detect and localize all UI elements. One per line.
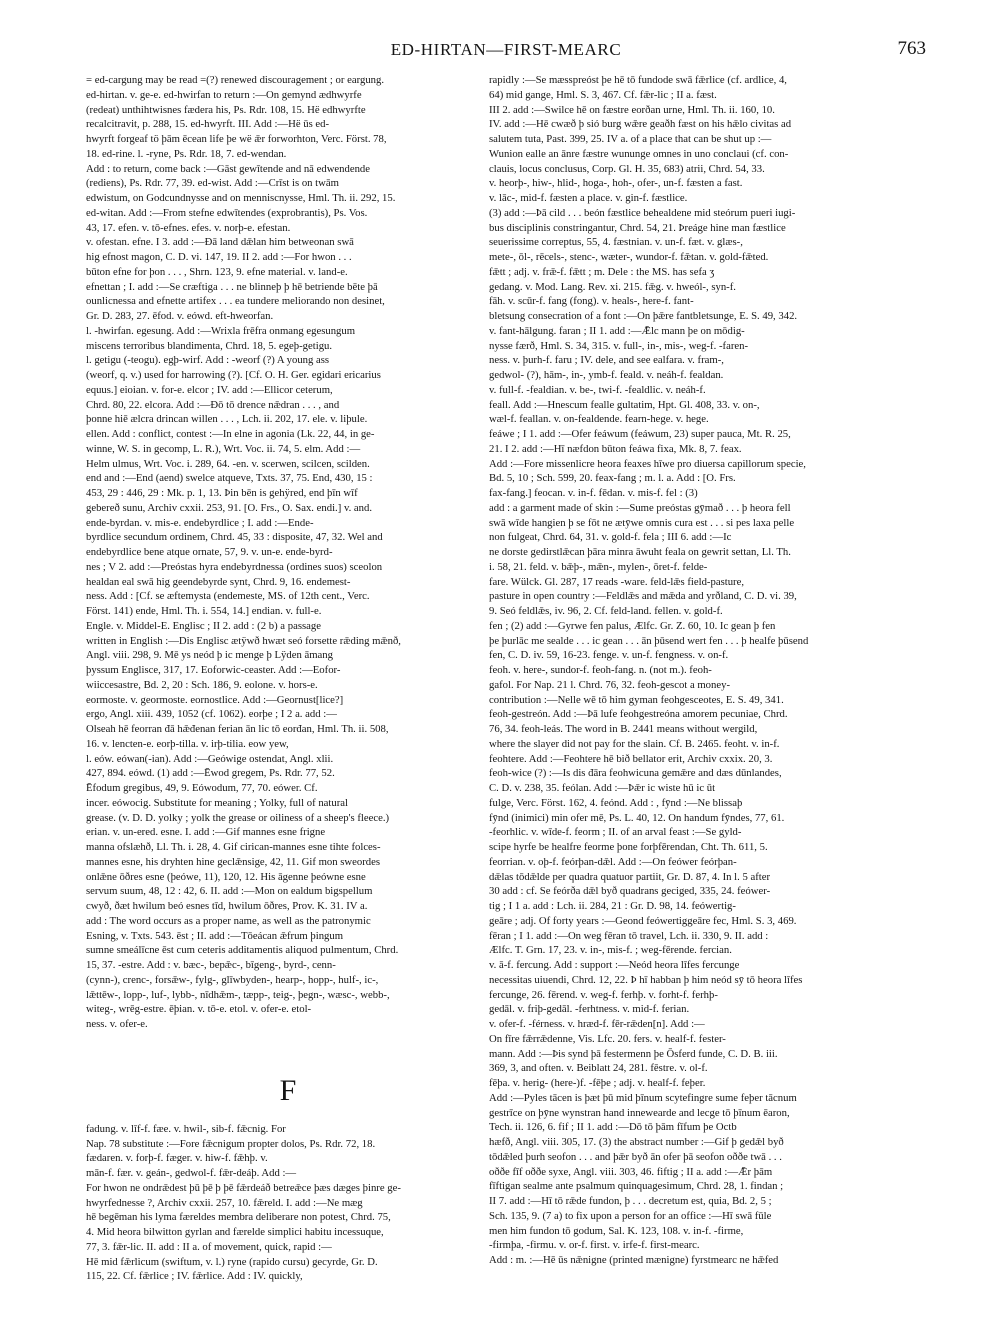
text-line: ne dorste gedirstlǣcan þāra minra āwuht feala on gewrit settan, Ll. Th.: [489, 546, 791, 558]
text-line: Wunion ealle an ānre fæstre wununge omnes in uno conclaui (cf. con-: [489, 147, 789, 160]
text-line: Hē mid fǣrlicum (swiftum, v. l.) ryne (rapido cursu) gecyrde, Gr. D.: [86, 1255, 378, 1268]
text-line: feall. Add :—Hnescum fealle gultatim, Hpt. Gl. 408, 33. v. on-,: [489, 398, 760, 411]
text-line: þonne hiē ælcra drincan willen . . . , Lch. ii. 202, 17. ele. v. liþule.: [86, 413, 368, 426]
text-line: efnettan ; I. add :—Se cræftiga . . . ne blinneþ þ hē betriende bēte þā: [86, 280, 378, 293]
text-line: add : The word occurs as a proper name, as well as the patronymic: [86, 914, 371, 927]
text-line: ness. v. þurh-f. faru ; IV. dele, and see ealfara. v. fram-,: [489, 354, 724, 367]
text-line: mete-, ōl-, rēcels-, stenc-, wæter-, wundor-f. fǣtan. v. gold-fǣted.: [489, 251, 769, 263]
text-line: i. 58, 21. feld. v. bǣþ-, mǣn-, mylen-, ōret-f. felde-: [489, 560, 708, 573]
text-line: feoh. v. here-, sundor-f. feoh-fang. n. (not m.). feoh-: [489, 664, 712, 676]
text-line: hwyrfednesse ?, Archiv cxxii. 257, 10. fǣreld. I. add :—Ne mæg: [86, 1196, 363, 1209]
text-line: hē begēman his lyma færeldes membra deliberare non potest, Chrd. 75,: [86, 1211, 391, 1224]
text-line: Helm ulmus, Wrt. Voc. i. 289, 64. -en. v. scerwen, scilcen, scilden.: [86, 457, 370, 470]
text-line: gafol. For Nap. 21 l. Chrd. 76, 32. feoh-gescot a money-: [489, 678, 731, 691]
text-line: 9. Seó feldlǣs, iv. 96, 2. Cf. feld-land. fellen. v. gold-f.: [489, 605, 723, 617]
text-line: mannes esne, his dryhten hine geclǣnsige, 42, 11. Gif mon sweordes: [86, 855, 381, 868]
text-line: ed-witan. Add :—From stefne edwītendes (exprobrantis), Ps. Vos.: [86, 206, 368, 219]
text-line: ed-hirtan. v. ge-e. ed-hwirfan to return :—On gemynd ædhwyrfe: [86, 88, 362, 101]
text-line: mān-f. fær. v. geán-, gedwol-f. fǣr-deáþ. Add :—: [86, 1167, 297, 1179]
text-line: 4. Mid heora bilwitton gyrlan and færelde simplici habitu incessuque,: [86, 1226, 384, 1238]
text-line: Angl. viii. 298, 9. Mē ys neód þ ic menge þ Lÿden āmang: [86, 649, 333, 662]
text-line: gedang. v. Mod. Lang. Rev. xi. 215. fǣg. v. hweól-, syn-f.: [489, 280, 736, 293]
text-line: 15, 37. -estre. Add : v. bæc-, bepǣc-, bīgeng-, byrd-, cenn-: [86, 959, 336, 971]
text-line: -firmþa, -firmu. v. or-f. first. v. irfe-f. first-mearc.: [489, 1239, 700, 1252]
text-line: 427, 894. eówd. (1) add :—Ēwod gregem, Ps. Rdr. 77, 52.: [86, 767, 335, 780]
text-line: v. ofestan. efne. I 3. add :—Đā land dǣlan him betweonan swā: [86, 236, 354, 249]
text-line: geāre ; adj. Of forty years :—Geond feówertiggeāre fec, Hml. S. 3, 469.: [489, 914, 797, 927]
section-gap: [86, 1032, 490, 1046]
text-line: wæl-f. feallan. v. on-fealdende. fearn-hege. v. hege.: [489, 413, 709, 426]
text-line: feoh-gestreón. Add :—Þā lufe feohgestreóna amorem pecuniae, Chrd.: [489, 708, 788, 721]
text-line: v. full-f. -fealdian. v. be-, twi-f. -fealdlic. v. neáh-f.: [489, 383, 706, 396]
text-line: hæfð, Angl. viii. 305, 17. (3) the abstract number :—Gif þ gedǣl byð: [489, 1136, 784, 1148]
text-line: 453, 29 : 446, 29 : Mk. p. 1, 13. Þin bēn is gehÿred, end þīn wīf: [86, 487, 358, 499]
text-line: witeg-, wrēg-estre. ēþian. v. tō-e. etol. v. ofer-e. etol-: [86, 1003, 312, 1016]
text-line: feoh-wice (?) :—Is dis đāra feohwicuna gemǣre and dæs dūnlandes,: [489, 767, 782, 780]
page-number: 763: [897, 38, 926, 59]
text-line: seuerissime correptus, 55, 4. fæstnian. v. un-f. fæt. v. glæs-,: [489, 236, 743, 249]
text-line: written in English :—Dis Englisc ætÿwð hwæt seó forsette rǣding mǣnð,: [86, 634, 401, 647]
text-line: Ælfc. T. Grn. 17, 23. v. in-, mis-f. ; weg-fērende. fercian.: [489, 944, 732, 957]
text-line: fadung. v. līf-f. fæe. v. hwil-, sib-f. fǣcnig. For: [86, 1122, 286, 1135]
text-line: 43, 17. efen. v. tō-efnes. efes. v. norþ-e. efestan.: [86, 221, 291, 234]
text-line: ness. v. ofer-e.: [86, 1018, 148, 1030]
text-line: tig ; I 1 a. add : Lch. ii. 284, 21 : Gr. D. 98, 14. feówertig-: [489, 900, 736, 912]
text-line: contribution :—Nelle wē tō him gyman feohgesceotes, E. S. 49, 341.: [489, 693, 784, 706]
left-column: [86, 73, 490, 1298]
text-line: 369, 3, and often. v. Beiblatt 24, 281. fēstre. v. ol-f.: [489, 1062, 708, 1075]
text-line: recalcitravit, p. 288, 15. ed-hwyrft. III. Add :—Hë ūs ed-: [86, 118, 330, 131]
text-line: (rediens), Ps. Rdr. 77, 39. ed-wist. Add :—Crīst is on twām: [86, 177, 339, 190]
text-line: būton efne for þon . . . , Shrn. 123, 9. efne material. v. land-e.: [86, 265, 348, 278]
text-line: þyssum Englisce, 317, 17. Eoforwic-ceaster. Add :—Eofor-: [86, 664, 341, 676]
text-line: wiiccesastre, Bd. 2, 20 : Sch. 186, 9. eolone. v. hors-e.: [86, 678, 318, 691]
text-line: incer. eówocig. Substitute for meaning ; Yolky, full of natural: [86, 796, 348, 809]
text-line: Esning, v. Txts. 543. ēst ; II. add :—Tōeácan ǣfrum þingum: [86, 929, 344, 942]
text-line: necessitas uiuendi, Chrd. 12, 22. Þ hī habban þ him neód sȳ tō heora līfes: [489, 973, 803, 986]
text-line: healdan eal swā hig geendebyrde synt, Chrd. 9, 16. endemest-: [86, 575, 351, 588]
text-line: l. getigu (-teogu). egþ-wirf. Add : -weorf (?) A young ass: [86, 354, 330, 367]
text-line: erian. v. un-ered. esne. I. add :—Gif mannes esne frigne: [86, 826, 326, 839]
text-line: fǣtt ; adj. v. frǣ-f. fǣtt ; m. Dele : the MS. has sefa ʒ: [489, 265, 715, 278]
text-line: 76, 34. feoh-leás. The word in B. 2441 means without wergild,: [489, 723, 758, 735]
text-line: Gr. D. 283, 27. ēfod. v. eówd. eft-hweorfan.: [86, 310, 274, 322]
text-line: Olseah hē feorran đā hǣđenan ferian ān lic tō eorđan, Hml. Th. ii. 508,: [86, 723, 389, 735]
text-line: Add :—Fore missenlicre heora feaxes hīwe pro diuersa capillorum specie,: [489, 457, 806, 470]
text-line: III 2. add :—Swilce hē on fæstre eorðan urne, Hml. Th. ii. 160, 10.: [489, 103, 775, 116]
text-line: Sch. 135, 9. (7 a) to fix upon a person for an office :—Hī swā fūle: [489, 1209, 772, 1222]
text-line: ness. Add : [Cf. se æftemysta (endemeste, MS. of 12th cent., Verc.: [86, 590, 370, 603]
text-line: rapidly :—Se mæsspreóst þe hē tō fundode swā fǣrlice (cf. ardlice, 4,: [489, 74, 787, 86]
text-line: fen, C. D. iv. 59, 16-23. fenge. v. un-f. fengness. v. on-f.: [489, 649, 729, 662]
text-line: ellen. Add : conflict, contest :—In elne in agonia (Lk. 22, 44, in ge-: [86, 428, 375, 440]
text-line: salutem tuta, Past. 399, 25. IV a. of a place that can be shut up :—: [489, 133, 772, 145]
text-line: hig efnost magon, C. D. vi. 147, 19. II 2. add :—For hwon . . .: [86, 251, 352, 263]
text-line: feorrian. v. oþ-f. feórþan-dǣl. Add :—On feówer feórþan-: [489, 855, 737, 868]
text-line: non fulgeat, Chrd. 64, 31. v. gold-f. fela ; III 6. add :—Ic: [489, 531, 732, 544]
text-line: ergo, Angl. xiii. 439, 1052 (cf. 1062). eorþe ; I 2 a. add :—: [86, 708, 337, 721]
text-line: men him fundon tō godum, Sal. K. 123, 108. v. in-f. -firme,: [489, 1224, 744, 1237]
text-line: fīftigan sealme ante psalmum quinquagesimum, Chrd. 28, 1. findan ;: [489, 1180, 784, 1193]
text-line: cwyð, ðæt hwilum beó esnes tīd, hwilum ōðres, Prov. K. 31. IV a.: [86, 900, 368, 912]
text-line: (redeat) unthihtwisnes fædera his, Ps. Rdr. 108, 15. Hë edhwyrfte: [86, 103, 366, 116]
text-line: l. -hwirfan. egesung. Add :—Wrixla frēfra onmang egesungum: [86, 324, 356, 337]
text-line: gedwol- (?), hām-, in-, ymb-f. feald. v. neáh-f. fealdan.: [489, 369, 724, 381]
text-line: add : a garment made of skin :—Sume preóstas gȳmað . . . þ heora fell: [489, 501, 791, 514]
text-line: Chrd. 80, 22. elcora. Add :—Đō tō drence nǣdran . . . , and: [86, 398, 340, 411]
text-line: feáwe ; I 1. add :—Ofer feáwum (feáwum, 23) super pauca, Mt. R. 25,: [489, 428, 791, 440]
text-line: fāh. v. scūr-f. fang (fong). v. heals-, here-f. fant-: [489, 295, 694, 308]
text-line: v. ofer-f. -férness. v. hræd-f. fēr-rǣden[n]. Add :—: [489, 1018, 705, 1030]
text-line: Engle. v. Middel-E. Englisc ; II 2. add : (2 b) a passage: [86, 619, 321, 632]
text-line: where the slayer did not pay for the slain. Cf. B. 2465. feoht. v. in-f.: [489, 737, 780, 750]
text-line: fēran ; I 1. add :—On weg fēran tō travel, Lch. ii. 330, 9. II. add :: [489, 929, 769, 942]
text-line: -feorhlic. v. wīde-f. feorm ; II. of an arval feast :—Se gyld-: [489, 826, 742, 839]
text-line: fēþa. v. herig- (here-)f. -fēþe ; adj. v. healf-f. feþer.: [489, 1077, 706, 1089]
text-line: ounlicnessa and efnette artifex . . . ea tundere meliorando non desinet,: [86, 295, 385, 308]
text-line: Ēfodum gregibus, 49, 9. Eówodum, 77, 70. eówer. Cf.: [86, 782, 318, 794]
text-line: dǣlas tōdǣlde per quadra quatuor partiit, Gr. D. 87, 4. In l. 5 after: [489, 870, 771, 883]
text-line: Add :—Pyles tācen is þæt þū mid þīnum scytefingre sume feþer tācnum: [489, 1091, 797, 1104]
text-line: Nap. 78 substitute :—Fore fǣcnigum propter dolos, Ps. Rdr. 72, 18.: [86, 1137, 376, 1150]
text-line: manna ofslæhð, Ll. Th. i. 28, 4. Gif cirican-mannes esne tihte folces-: [86, 841, 381, 853]
text-line: 21. I 2. add :—Hī næfdon būton feáwa fixa, Mk. 8, 7. feax.: [489, 442, 742, 455]
text-line: swā wīde hangien þ se fōt ne ætȳwe omnis cura est . . . si pes laxa pelle: [489, 516, 795, 529]
text-line: ende-byrdan. v. mis-e. endebyrdlice ; I. add :—Ende-: [86, 516, 314, 529]
text-line: sumne smeálīcne ēst cum ceteris additamentis aliquod pulmentum, Chrd.: [86, 944, 399, 957]
text-line: endebyrdlice bene atque ornate, 57, 9. v. un-e. ende-byrd-: [86, 546, 333, 558]
text-line: (3) add :—Þā cild . . . beón fæstlice behealdene mid steórum pueri iugi-: [489, 206, 796, 219]
text-line: Bd. 5, 10 ; Sch. 599, 20. feax-fang ; m. l. a. Add : [O. Frs.: [489, 472, 736, 485]
text-line: bletsung consecration of a font :—On þǣre fantbletsunge, E. S. 49, 342.: [489, 310, 798, 322]
text-line: On fīre fǣrrǣdenne, Vis. Lfc. 20. fers. v. healf-f. fester-: [489, 1032, 726, 1045]
text-line: v. lāc-, mid-f. fæsten a place. v. gin-f. fæstlice.: [489, 192, 688, 204]
text-line: For hwon ne ondrǣdest þū þē þ þē fǣrdeáð betreǣce þæs dæges þinre ge-: [86, 1181, 401, 1194]
text-line: Tech. ii. 126, 6. fif ; II 1. add :—Dō tō þām fīfum þe Octb: [489, 1121, 737, 1134]
text-line: fercunge, 26. fērend. v. weg-f. ferhþ. v. forht-f. ferhþ-: [489, 988, 718, 1001]
text-line: Först. 141) ende, Hml. Th. i. 554, 14.] endian. v. full-e.: [86, 605, 322, 617]
text-line: equus.] eioian. v. for-e. elcor ; IV. add :—Ellicor ceterum,: [86, 383, 333, 396]
text-line: onlǣne ōðres esne (þeówe, 11), 120, 12. His āgenne þeówne esne: [86, 870, 366, 883]
text-line: 115, 22. Cf. fǣrlice ; IV. fǣrlice. Add : IV. quickly,: [86, 1270, 303, 1283]
text-line: (cynn-), crenc-, forsǣw-, fylg-, glīwbyden-, hearp-, hopp-, hulf-, ic-,: [86, 973, 379, 986]
text-line: Add : m. :—Hē ūs nǣnigne (printed mænigne) fyrstmearc ne hǣfed: [489, 1254, 779, 1266]
text-line: lǣttēw-, lopp-, luf-, lybb-, nīdhǣm-, tæpp-, teig-, þegn-, wæsc-, webb-,: [86, 988, 390, 1001]
text-line: Add : to return, come back :—Gāst gewītende and nā edwendende: [86, 162, 371, 175]
text-line: (weorf, q. v.) used for harrowing (?). [Cf. O. H. Ger. egidari ericarius: [86, 369, 381, 381]
text-line: gestrīce on þȳne wynstran hand innewearde and lecge tō þīnum ēaron,: [489, 1106, 790, 1119]
running-title: ED-HIRTAN—FIRST-MEARC: [390, 40, 622, 59]
text-line: tōdǣled þurh seofon . . . and þǣr byð ān ofer þā seofon oððe twā . . .: [489, 1150, 782, 1163]
text-line: fax-fang.] feocan. v. in-f. fēdan. v. mis-f. fel : (3): [489, 487, 698, 499]
text-line: servum suum, 48, 12 : 42, 6. II. add :—Mon on ealdum bigspellum: [86, 885, 373, 898]
text-line: v. fant-hālgung. faran ; II 1. add :—Ǣlc mann þe on mōdig-: [489, 324, 745, 337]
text-line: edwistum, on Godcundnysse and on menniscnysse, Hml. Th. ii. 292, 15.: [86, 192, 396, 204]
text-line: = ed-cargung may be read =(?) renewed discouragement ; or eargung.: [86, 74, 385, 86]
text-line: nysse færð, Hml. S. 34, 315. v. full-, in-, mis-, weg-f. -faren-: [489, 339, 749, 352]
text-line: end and :—End (aend) swelce atqueve, Txts. 37, 75. End, 430, 15 :: [86, 472, 373, 485]
text-line: grease. (v. D. D. yolky ; yolk the grease or oiliness of a sheep's fleece.): [86, 811, 390, 824]
text-line: v. ā-f. fercung. Add : support :—Neód heora līfes fercunge: [489, 959, 740, 971]
text-line: 64) mid gange, Hml. S. 3, 467. Cf. fǣr-lic ; II a. fæst.: [489, 88, 717, 101]
text-line: scipe hyrfe be healfre feorme þone forþfērendan, Cht. Th. 611, 5.: [489, 841, 768, 853]
text-line: 77, 3. fǣr-lic. II. add : II a. of movement, quick, rapid :—: [86, 1240, 332, 1253]
text-line: II 7. add :—Hī tō rǣde fundon, þ . . . decretum est, quia, Bd. 2, 5 ;: [489, 1195, 772, 1207]
text-line: hwyrft forgeaf tö þām ēcean life þe wë ǣr forworhton, Verc. Först. 78,: [86, 133, 387, 145]
text-line: fædaren. v. forþ-f. fæger. v. hiw-f. fǣhþ. v.: [86, 1152, 268, 1165]
text-line: 16. v. lencten-e. eorþ-tilla. v. irþ-tilia. eow yew,: [86, 737, 289, 750]
running-head: [86, 38, 926, 62]
text-line: fulge, Verc. Först. 162, 4. feónd. Add : , fȳnd :—Ne blissaþ: [489, 796, 743, 809]
text-line: þe þurlāc me sealde . . . ic gean . . . ān þūsend wert fen . . . þ healfe þūsend: [489, 634, 809, 647]
text-line: C. D. v. 238, 35. feólan. Add :—Þǣr ic wiste hū ic ūt: [489, 782, 716, 794]
text-line: nes ; V 2. add :—Preóstas hyra endebyrdnessa (ordines suos) sceolon: [86, 560, 383, 573]
text-line: eormoste. v. geormoste. eornostlice. Add :—Geornust[lice?]: [86, 693, 344, 706]
text-line: oððe fīf oððe syxe, Angl. viii. 303, 46. fiftig ; II a. add :—Ǣr þām: [489, 1165, 773, 1178]
text-line: feohtere. Add :—Feohtere hē bið bellator erit, Archiv cxxix. 20, 3.: [489, 752, 773, 765]
text-line: fȳnd (inimici) min ofer mē, Ps. L. 40, 12. On handum fȳndes, 77, 61.: [489, 811, 785, 824]
text-line: gedāl. v. friþ-gedāl. -ferhtness. v. mid-f. ferian.: [489, 1003, 690, 1016]
right-column: [489, 73, 901, 1298]
text-line: fare. Wülck. Gl. 287, 17 reads -ware. feld-lǣs field-pasture,: [489, 575, 745, 588]
text-line: 30 add : cf. Se feórða dǣl byð quadrans geciged, 335, 24. feówer-: [489, 885, 771, 898]
text-line: fen ; (2) add :—Gyrwe fen palus, Ælfc. Gr. Z. 60, 10. Ic gean þ fen: [489, 619, 776, 632]
text-line: gebereð sunu, Archiv cxxii. 253, 91. [O. Frs., O. Sax. endi.] v. and.: [86, 501, 373, 514]
text-line: pasture in open country :—Feldlǣs and mǣda and yrðland, C. D. vi. 39,: [489, 590, 797, 603]
text-line: byrdlice secundum ordinem, Chrd. 45, 33 : disposite, 47, 32. Wel and: [86, 531, 383, 544]
text-line: bus disciplinis constringantur, Chrd. 54, 21. Þreáge hine man fæstlice: [489, 221, 786, 234]
section-letter: F: [279, 1073, 297, 1107]
text-line: mann. Add :—Þis synd þā festermenn þe Ōsferd funde, C. D. B. iii.: [489, 1047, 778, 1060]
text-line: v. heorþ-, hiw-, hlid-, hoga-, hoh-, ofer-, un-f. fæsten a fast.: [489, 177, 743, 190]
text-line: miscens terroribus blandimenta, Chrd. 18, 5. egeþ-getigu.: [86, 339, 333, 352]
text-line: l. eów. eówan(-ian). Add :—Geówige ostendat, Angl. xlii.: [86, 752, 334, 765]
text-line: clauis, locus conclusus, Corp. Gl. H. 35, 683) atrii, Chrd. 54, 33.: [489, 162, 765, 175]
text-line: IV. add :—Hē cwæð þ sió burg wǣre geaðh fæst on his hǣlo civitas ad: [489, 118, 792, 131]
text-line: 18. ed-rine. l. -ryne, Ps. Rdr. 18, 7. ed-wendan.: [86, 147, 287, 160]
text-line: winne, W. S. in gecomp, L. R.), Wrt. Voc. ii. 74, 5. elm. Add :—: [86, 442, 361, 455]
